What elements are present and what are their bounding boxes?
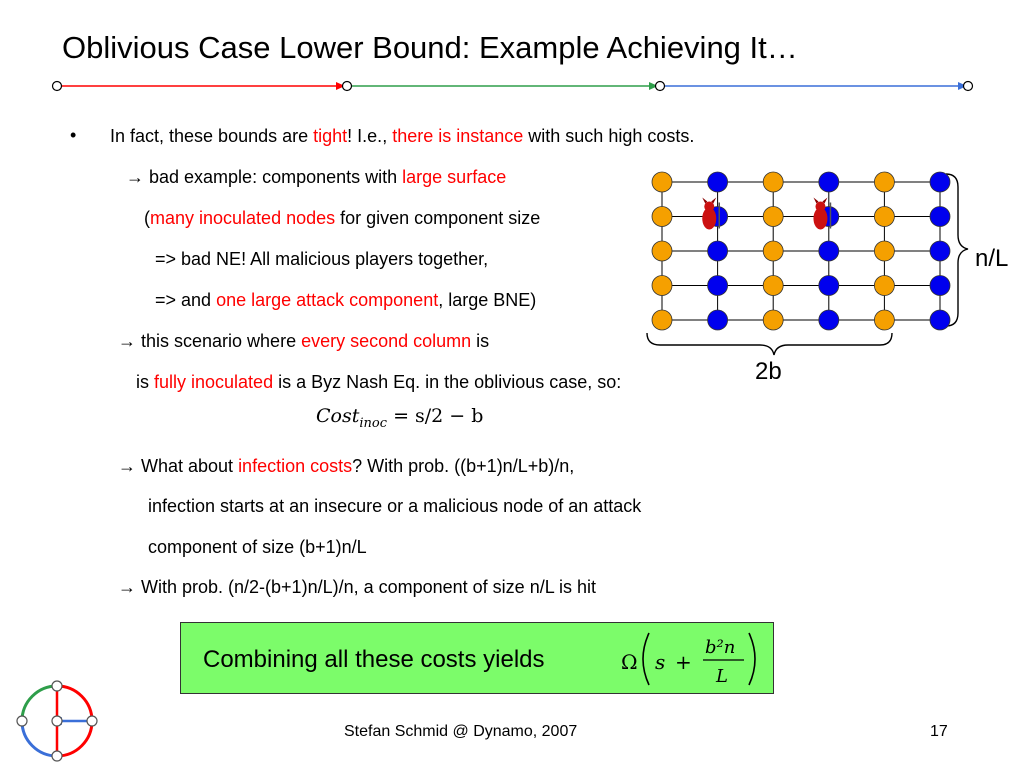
bullet: • [70,125,77,145]
logo-arc-blue [22,721,57,756]
omega-symbol: Ω [621,650,638,674]
fraction-numerator: b²n [705,637,736,658]
inoculated-node [819,172,839,192]
omega-formula [619,629,769,689]
inoculated-node [708,310,728,330]
arrow-icon: → [126,167,144,187]
logo-node [52,716,62,726]
underline-node [964,82,973,91]
formula-s: s [655,650,666,674]
inoculated-node [930,207,950,227]
inoculated-node [930,241,950,261]
logo-node [52,681,62,691]
right-paren [749,633,755,685]
page-title: Oblivious Case Lower Bound: Example Achieving It… [62,30,798,65]
text-line-7: is fully inoculated is a Byz Nash Eq. in the oblivious case, so: [136,372,622,392]
text-line-11: → With prob. (n/2-(b+1)n/L)/n, a component of size n/L is hit [118,577,597,597]
bottom-brace [647,333,892,355]
text-line-10: component of size (b+1)n/L [148,537,367,557]
insecure-node [763,207,783,227]
text-line-2: → bad example: components with large surface [126,167,507,187]
insecure-node [652,241,672,261]
inoculated-node [819,276,839,296]
grid-label-bottom: 2b [755,358,782,385]
text-line-5: => and one large attack component, large BNE) [155,290,537,310]
left-paren [643,633,649,685]
insecure-node [652,276,672,296]
conclusion-text: Combining all these costs yields [203,646,545,673]
grid-graph [640,165,980,375]
arrow-icon: → [118,331,136,351]
logo-icon [10,676,100,766]
title-underline [0,76,1024,96]
insecure-node [874,241,894,261]
inoculated-node [930,172,950,192]
underline-node [53,82,62,91]
inoculated-node [819,310,839,330]
insecure-node [652,310,672,330]
arrow-icon: → [118,577,136,597]
text-line-8: → What about infection costs? With prob. ((b+1)n/L+b)/n, [118,456,575,476]
logo-node [87,716,97,726]
logo-arc-green [22,686,57,721]
logo-node [52,751,62,761]
text-line-6: → this scenario where every second column is [118,331,490,351]
logo-arc-red-2 [57,721,92,756]
text-line-4: => bad NE! All malicious players together, [155,249,489,269]
text-line-9: infection starts at an insecure or a malicious node of an attack [148,496,642,516]
insecure-node [874,310,894,330]
logo-node [17,716,27,726]
insecure-node [874,172,894,192]
inoculated-node [708,241,728,261]
insecure-node [874,276,894,296]
logo-arc-red [57,686,92,721]
underline-node [343,82,352,91]
conclusion-box [180,622,774,694]
inoculated-node [819,241,839,261]
page-number: 17 [930,723,948,740]
insecure-node [874,207,894,227]
insecure-node [763,241,783,261]
text-line-1: In fact, these bounds are tight! I.e., there is instance with such high costs. [110,126,695,146]
insecure-node [652,172,672,192]
arrow-icon: → [118,456,136,476]
insecure-node [763,310,783,330]
inoculated-node [930,310,950,330]
grid-label-right: n/L [975,245,1009,272]
underline-node [656,82,665,91]
inoculated-node [708,276,728,296]
inoculated-node [930,276,950,296]
insecure-node [763,172,783,192]
footer-author: Stefan Schmid @ Dynamo, 2007 [344,723,578,740]
inoculated-node [708,172,728,192]
text-line-3: (many inoculated nodes for given component size [144,208,541,228]
fraction-denominator: L [716,666,728,687]
insecure-node [763,276,783,296]
insecure-node [652,207,672,227]
cost-formula: Cost$_{inoc}$ = s/2 − b [316,405,484,431]
formula-plus: + [675,650,692,674]
